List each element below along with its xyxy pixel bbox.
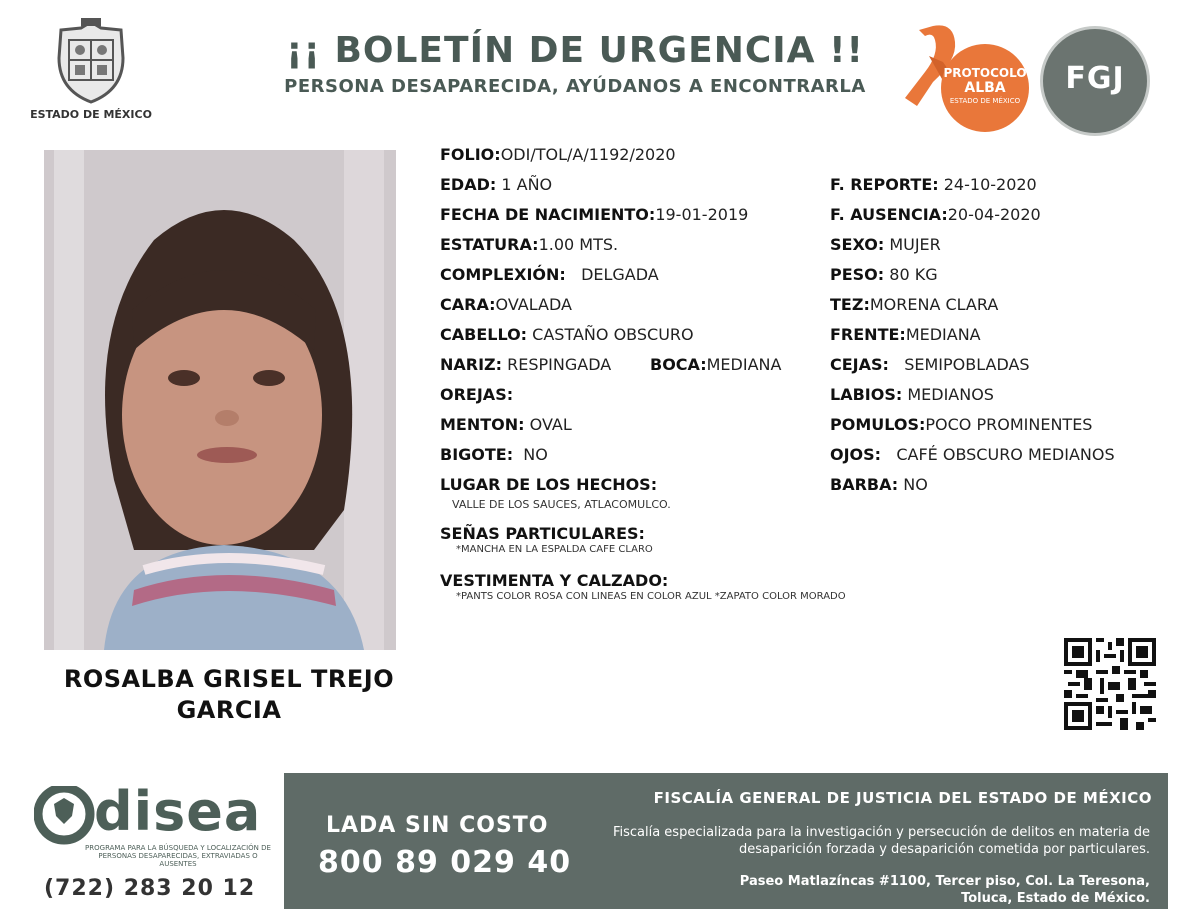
address-line-1: Paseo Matlazíncas #1100, Tercer piso, Col. La Teresona,: [739, 874, 1150, 889]
complexion-field: COMPLEXIÓN: DELGADA: [440, 265, 659, 284]
alba-line2: ALBA: [964, 80, 1006, 96]
address-line-2: Toluca, Estado de México.: [961, 891, 1150, 906]
f-reporte-field: F. REPORTE: 24-10-2020: [830, 175, 1037, 194]
name-line-2: GARCIA: [176, 696, 282, 724]
odisea-logo: [32, 780, 272, 878]
alba-badge: [941, 44, 1029, 132]
fgj-seal-logo: [1040, 26, 1150, 136]
footer-info-bar: [284, 773, 1168, 909]
fiscalia-address: [630, 873, 1150, 907]
cara-field: CARA:OVALADA: [440, 295, 572, 314]
coat-of-arms-icon: [51, 18, 131, 106]
f-ausencia-field: F. AUSENCIA:20-04-2020: [830, 205, 1041, 224]
labios-field: LABIOS: MEDIANOS: [830, 385, 994, 404]
bulletin-title: ¡¡ BOLETÍN DE URGENCIA !!: [286, 30, 864, 71]
state-label: ESTADO DE MÉXICO: [30, 108, 152, 121]
toll-free-number[interactable]: 800 89 029 40: [318, 845, 572, 880]
fiscalia-description: Fiscalía especializada para la investigación y persecución de delitos en materia de desaparición forzada y desaparición cometida por particulares.: [612, 825, 1150, 857]
cejas-field: CEJAS: SEMIPOBLADAS: [830, 355, 1030, 374]
cabello-field: CABELLO: CASTAÑO OBSCURO: [440, 325, 694, 344]
fgj-label: FGJ: [1065, 61, 1125, 96]
protocolo-alba-logo: [903, 22, 1031, 132]
edad-field: EDAD: 1 AÑO: [440, 175, 553, 194]
odisea-wordmark: disea: [94, 780, 262, 843]
qr-code-icon[interactable]: [1064, 638, 1156, 730]
estado-de-mexico-logo: [28, 18, 154, 130]
vestimenta-value: *PANTS COLOR ROSA CON LINEAS EN COLOR AZUL *ZAPATO COLOR MORADO: [456, 591, 846, 602]
lada-sin-costo-label: LADA SIN COSTO: [326, 813, 549, 838]
barba-field: BARBA: NO: [830, 475, 928, 494]
child-portrait-image: [44, 150, 396, 650]
menton-field: MENTON: OVAL: [440, 415, 572, 434]
vestimenta-label: VESTIMENTA Y CALZADO:: [440, 571, 669, 590]
alba-line3: ESTADO DE MÉXICO: [949, 97, 1021, 105]
odisea-program-text: PROGRAMA PARA LA BÚSQUEDA Y LOCALIZACIÓN DE PERSONAS DESAPARECIDAS, EXTRAVIADAS O AUSENTES: [85, 844, 271, 868]
tez-field: TEZ:MORENA CLARA: [830, 295, 999, 314]
bulletin-subtitle: PERSONA DESAPARECIDA, AYÚDANOS A ENCONTRARLA: [284, 76, 866, 97]
estatura-field: ESTATURA:1.00 MTS.: [440, 235, 619, 254]
local-phone-number[interactable]: (722) 283 20 12: [44, 876, 256, 901]
fiscalia-title: FISCALÍA GENERAL DE JUSTICIA DEL ESTADO DE MÉXICO: [653, 789, 1152, 807]
alba-line1: PROTOCOLO: [943, 66, 1027, 80]
frente-field: FRENTE:MEDIANA: [830, 325, 981, 344]
lugar-hechos-label: LUGAR DE LOS HECHOS:: [440, 475, 658, 494]
name-line-1: ROSALBA GRISEL TREJO: [63, 665, 395, 693]
senas-label: SEÑAS PARTICULARES:: [440, 524, 645, 543]
bigote-field: BIGOTE: NO: [440, 445, 548, 464]
orejas-field: OREJAS:: [440, 385, 514, 404]
boca-field: BOCA:MEDIANA: [650, 355, 782, 374]
fecha-nacimiento-field: FECHA DE NACIMIENTO:19-01-2019: [440, 205, 749, 224]
missing-person-name: [40, 664, 418, 726]
missing-person-photo: [44, 150, 396, 650]
ojos-field: OJOS: CAFÉ OBSCURO MEDIANOS: [830, 445, 1115, 464]
senas-value: *MANCHA EN LA ESPALDA CAFE CLARO: [456, 544, 653, 555]
folio-field: FOLIO:ODI/TOL/A/1192/2020: [440, 145, 676, 164]
sexo-field: SEXO: MUJER: [830, 235, 941, 254]
peso-field: PESO: 80 KG: [830, 265, 938, 284]
nariz-field: NARIZ: RESPINGADA: [440, 355, 612, 374]
lugar-hechos-value: VALLE DE LOS SAUCES, ATLACOMULCO.: [452, 498, 671, 511]
pomulos-field: POMULOS:POCO PROMINENTES: [830, 415, 1093, 434]
map-pin-icon: [34, 786, 96, 846]
